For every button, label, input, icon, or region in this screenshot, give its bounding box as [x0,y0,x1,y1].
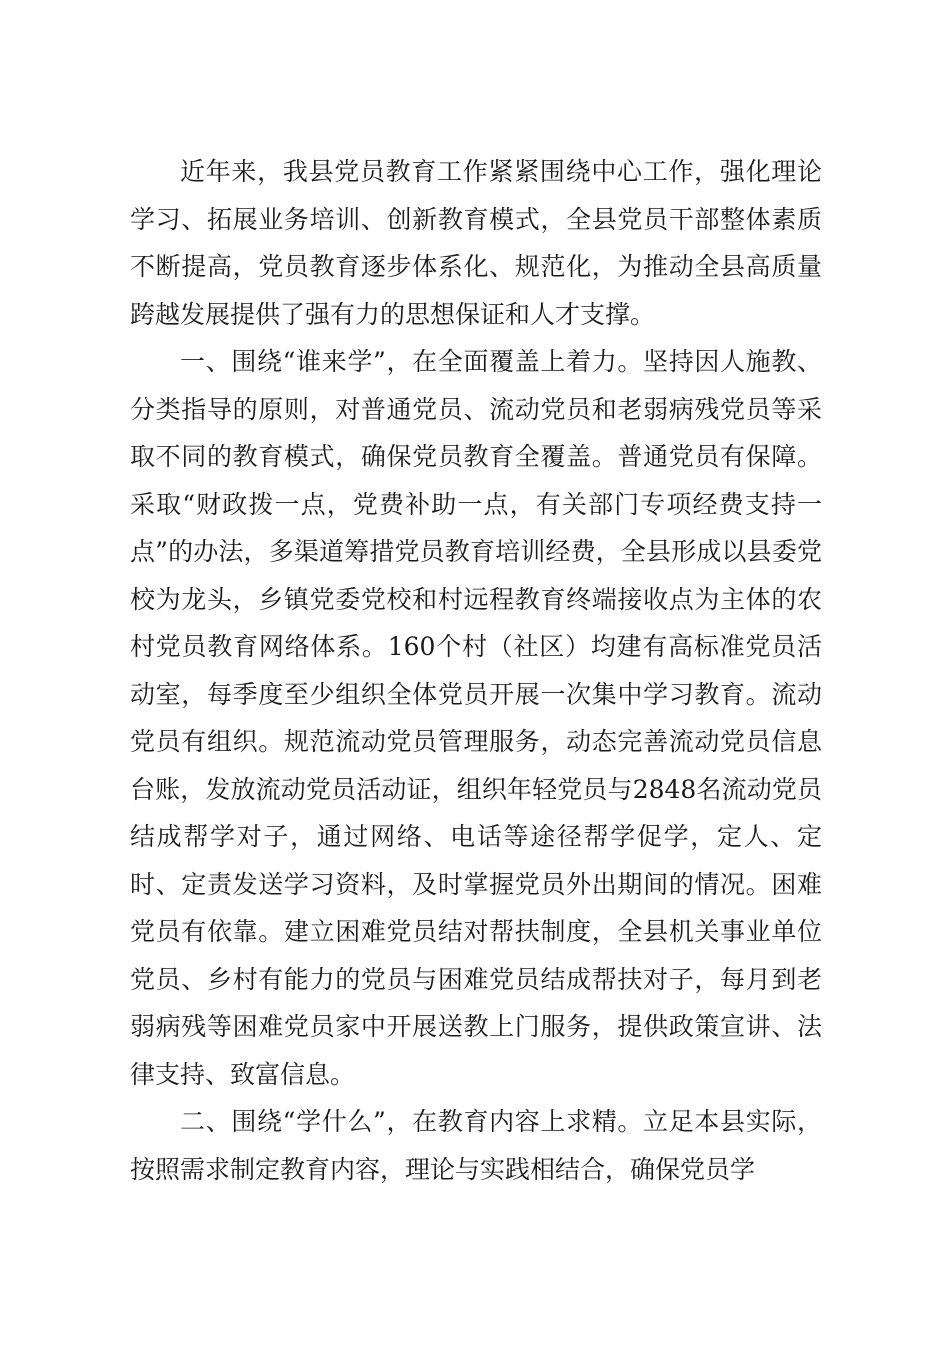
document-body [130,148,822,1193]
paragraph-section-one: 一、围绕“谁来学”，在全面覆盖上着力。坚持因人施教、分类指导的原则，对普通党员、流动党员和老弱病残党员等采取不同的教育模式，确保党员教育全覆盖。普通党员有保障。采取“财政拨一点，党费补助一点，有关部门专项经费支持一点”的办法，多渠道筹措党员教育培训经费，全县形成以县委党校为龙头，乡镇党委党校和村远程教育终端接收点为主体的农村党员教育网络体系。160个村（社区）均建有高标准党员活动室，每季度至少组织全体党员开展一次集中学习教育。流动党员有组织。规范流动党员管理服务，动态完善流动党员信息台账，发放流动党员活动证，组织年轻党员与2848名流动党员结成帮学对子，通过网络、电话等途径帮学促学，定人、定时、定责发送学习资料，及时掌握党员外出期间的情况。困难党员有依靠。建立困难党员结对帮扶制度，全县机关事业单位党员、乡村有能力的党员与困难党员结成帮扶对子，每月到老弱病残等困难党员家中开展送教上门服务，提供政策宣讲、法律支持、致富信息。 [130,347,822,1089]
paragraph-section-two: 二、围绕“学什么”，在教育内容上求精。立足本县实际，按照需求制定教育内容，理论与实践相结合，确保党员学 [130,1107,822,1184]
paragraph-intro: 近年来，我县党员教育工作紧紧围绕中心工作，强化理论学习、拓展业务培训、创新教育模式，全县党员干部整体素质不断提高，党员教育逐步体系化、规范化，为推动全县高质量跨越发展提供了强有力的思想保证和人才支撑。 [130,157,822,329]
